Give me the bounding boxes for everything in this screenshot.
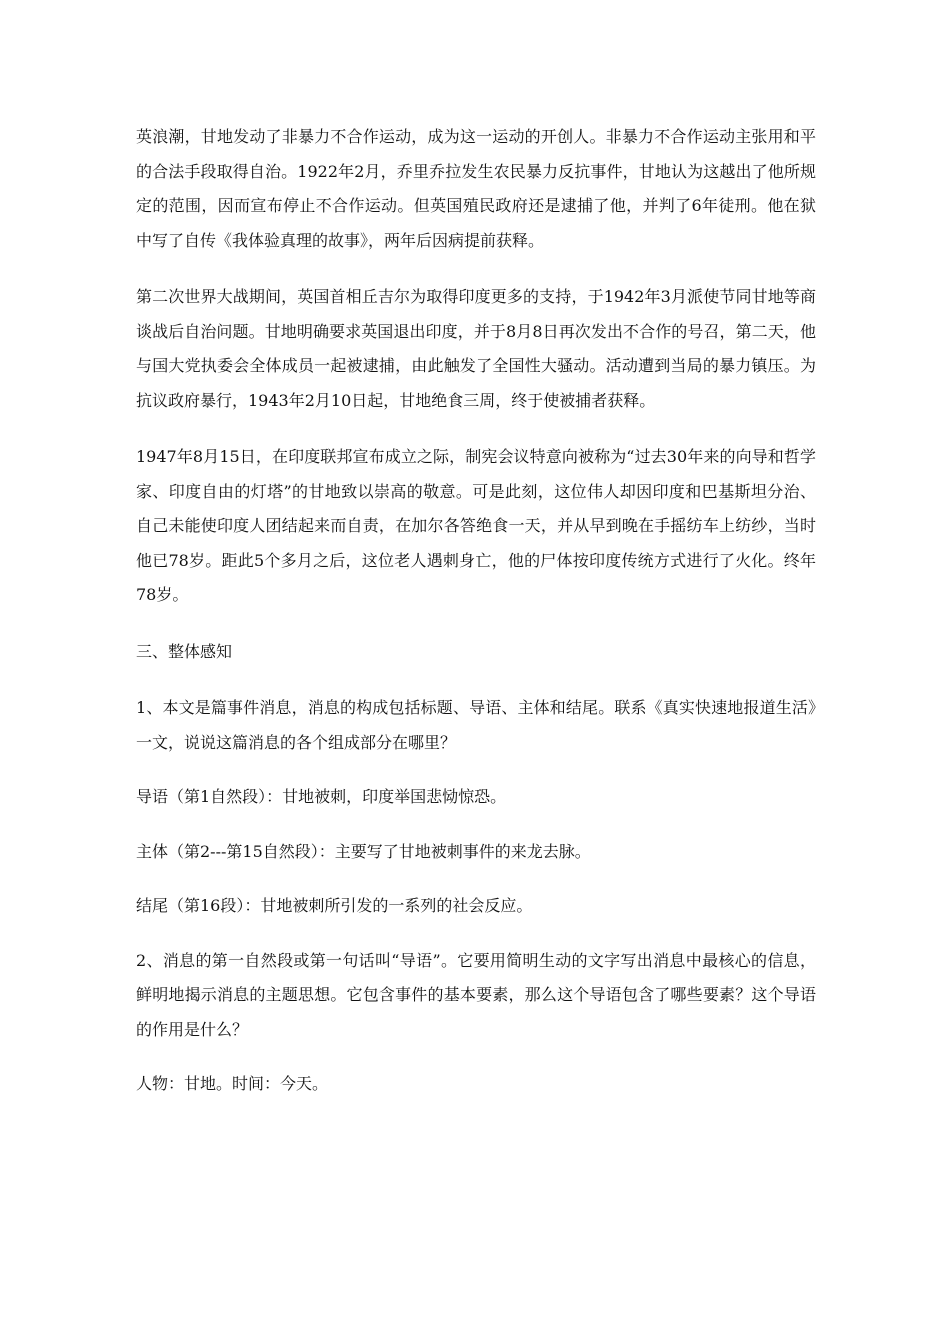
question-2: 2、消息的第一自然段或第一句话叫“导语”。它要用简明生动的文字写出消息中最核心的信息，鲜明地揭示消息的主题思想。它包含事件的基本要素，那么这个导语包含了哪些要素？这个导语的作用是什么？ bbox=[136, 950, 816, 1039]
answer-lead: 导语（第1自然段）：甘地被刺，印度举国悲恸惊恐。 bbox=[136, 787, 507, 806]
answer-elements: 人物：甘地。时间：今天。 bbox=[136, 1074, 329, 1093]
answer-ending: 结尾（第16段）：甘地被刺所引发的一系列的社会反应。 bbox=[136, 896, 533, 915]
paragraph-non-cooperation: 英浪潮，甘地发动了非暴力不合作运动，成为这一运动的开创人。非暴力不合作运动主张用和平的合法手段取得自治。1922年2月，乔里乔拉发生农民暴力反抗事件，甘地认为这越出了他所规定的范围，因而宣布停止不合作运动。但英国殖民政府还是逮捕了他，并判了6年徒刑。他在狱中写了自传《我体验真理的故事》，两年后因病提前获释。 bbox=[136, 127, 816, 250]
question-1: 1、本文是篇事件消息，消息的构成包括标题、导语、主体和结尾。联系《真实快速地报道生活》一文，说说这篇消息的各个组成部分在哪里？ bbox=[136, 698, 816, 752]
section-heading-overall-perception: 三、整体感知 bbox=[136, 641, 233, 661]
paragraph-world-war-two: 第二次世界大战期间，英国首相丘吉尔为取得印度更多的支持，于1942年3月派使节同甘地等商谈战后自治问题。甘地明确要求英国退出印度，并于8月8日再次发出不合作的号召，第二天，他与国大党执委会全体成员一起被逮捕，由此触发了全国性大骚动。活动遭到当局的暴力镇压。为抗议政府暴行，1943年2月10日起，甘地绝食三周，终于使被捕者获释。 bbox=[136, 287, 816, 410]
paragraph-independence-1947: 1947年8月15日，在印度联邦宣布成立之际，制宪会议特意向被称为“过去30年来的向导和哲学家、印度自由的灯塔”的甘地致以崇高的敬意。可是此刻，这位伟人却因印度和巴基斯坦分治、自己未能使印度人团结起来而自责，在加尔各答绝食一天，并从早到晚在手摇纺车上纺纱，当时他已78岁。距此5个多月之后，这位老人遇刺身亡，他的尸体按印度传统方式进行了火化。终年78岁。 bbox=[136, 447, 816, 604]
document-body bbox=[136, 120, 816, 1102]
answer-body: 主体（第2---第15自然段）：主要写了甘地被刺事件的来龙去脉。 bbox=[136, 841, 591, 861]
